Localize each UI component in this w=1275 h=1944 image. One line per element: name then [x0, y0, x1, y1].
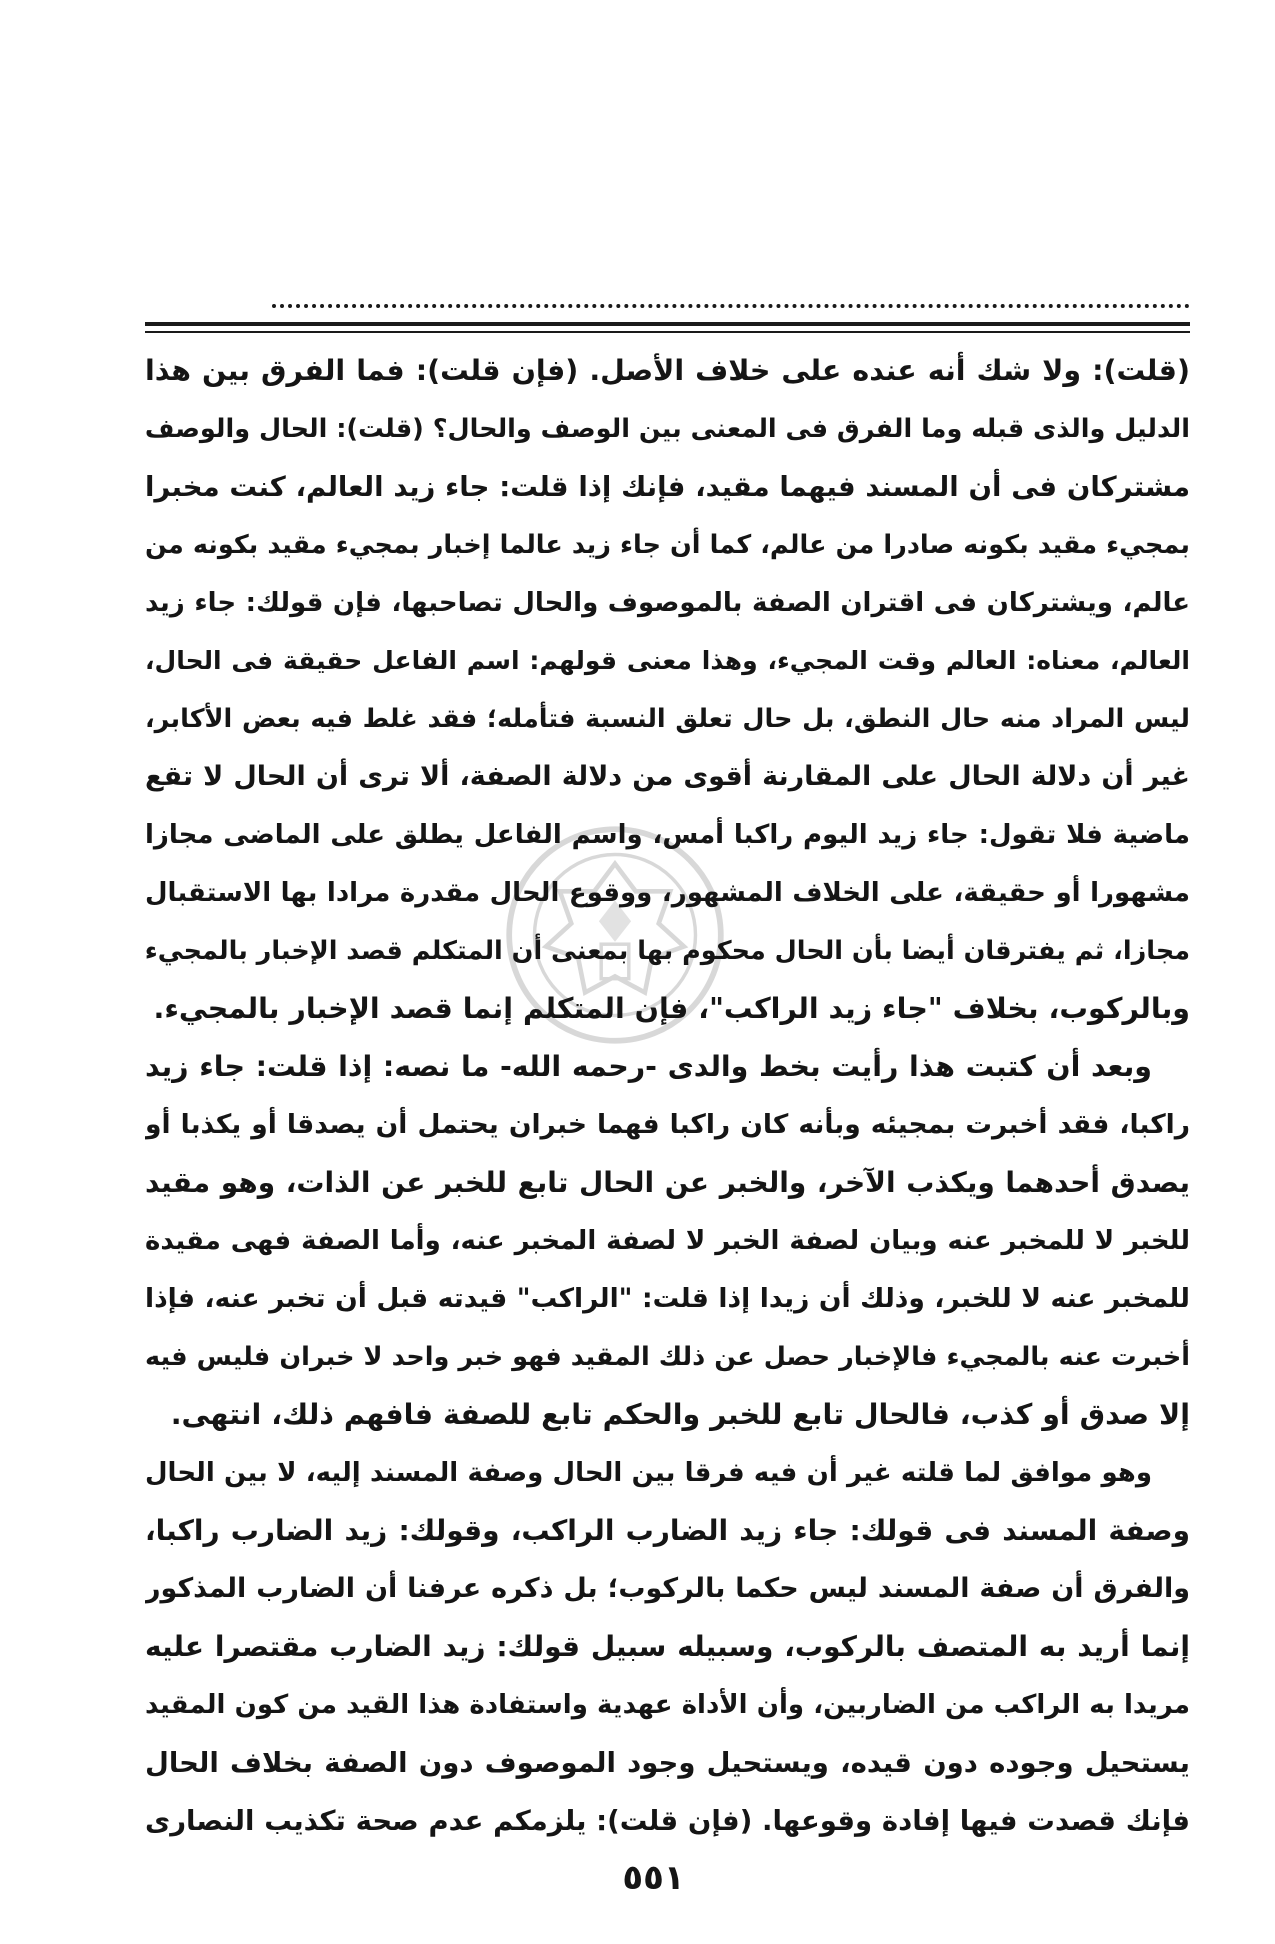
text-line: فإنك قصدت فيها إفادة وقوعها. (فإن قلت): يلزمكم عدم صحة تكذيب النصارى: [145, 1805, 1190, 1837]
page-number: ٥٥١: [622, 1858, 685, 1898]
header-dotted-rule: [272, 304, 1190, 308]
text-line: مشتركان فى أن المسند فيهما مقيد، فإنك إذا قلت: جاء زيد العالم، كنت مخبرا: [145, 471, 1190, 503]
text-line: ليس المراد منه حال النطق، بل حال تعلق النسبة فتأمله؛ فقد غلط فيه بعض الأكابر،: [145, 704, 1190, 734]
paragraph-1: [145, 342, 1190, 1038]
text-line: العالم، معناه: العالم وقت المجيء، وهذا معنى قولهم: اسم الفاعل حقيقة فى الحال،: [145, 646, 1190, 675]
paragraph-3: [145, 1444, 1190, 1850]
text-line: يصدق أحدهما ويكذب الآخر، والخبر عن الحال تابع للخبر عن الذات، وهو مقيد: [145, 1166, 1190, 1199]
body-text: [145, 342, 1190, 1850]
header-thick-rule: [145, 322, 1190, 326]
text-line: غير أن دلالة الحال على المقارنة أقوى من دلالة الصفة، ألا ترى أن الحال لا تقع: [145, 761, 1190, 792]
text-line: يستحيل وجوده دون قيده، ويستحيل وجود الموصوف دون الصفة بخلاف الحال: [145, 1747, 1190, 1779]
header-thin-rule: [145, 331, 1190, 333]
text-line: وصفة المسند فى قولك: جاء زيد الضارب الراكب، وقولك: زيد الضارب راكبا،: [145, 1514, 1190, 1547]
text-line: راكبا، فقد أخبرت بمجيئه وبأنه كان راكبا فهما خبران يحتمل أن يصدقا أو يكذبا أو: [145, 1109, 1190, 1140]
text-line: مجازا، ثم يفترقان أيضا بأن الحال محكوم بها بمعنى أن المتكلم قصد الإخبار بالمجيء: [145, 936, 1190, 966]
text-line: ماضية فلا تقول: جاء زيد اليوم راكبا أمس، واسم الفاعل يطلق على الماضى مجازا: [145, 820, 1190, 850]
text-line: بمجيء مقيد بكونه صادرا من عالم، كما أن جاء زيد عالما إخبار بمجيء مقيد بكونه من: [145, 530, 1190, 560]
text-line: مريدا به الراكب من الضاربين، وأن الأداة عهدية واستفادة هذا القيد من كون المقيد: [145, 1690, 1190, 1720]
text-line: إنما أريد به المتصف بالركوب، وسبيله سبيل قولك: زيد الضارب مقتصرا عليه: [145, 1630, 1190, 1663]
text-line: والفرق أن صفة المسند ليس حكما بالركوب؛ بل ذكره عرفنا أن الضارب المذكور: [145, 1573, 1190, 1604]
text-line: وهو موافق لما قلته غير أن فيه فرقا بين الحال وصفة المسند إليه، لا بين الحال: [145, 1458, 1152, 1488]
text-line: للمخبر عنه لا للخبر، وذلك أن زيدا إذا قلت: "الراكب" قيدته قبل أن تخبر عنه، فإذا: [145, 1283, 1190, 1314]
text-line: أخبرت عنه بالمجيء فالإخبار حصل عن ذلك المقيد فهو خبر واحد لا خبران فليس فيه: [145, 1342, 1190, 1372]
text-line: مشهورا أو حقيقة، على الخلاف المشهور، ووقوع الحال مقدرة مرادا بها الاستقبال: [145, 878, 1190, 908]
text-line: للخبر لا للمخبر عنه وبيان لصفة الخبر لا لصفة المخبر عنه، وأما الصفة فهى مقيدة: [145, 1226, 1190, 1256]
paragraph-2: [145, 1038, 1190, 1444]
text-line: وبالركوب، بخلاف "جاء زيد الراكب"، فإن المتكلم إنما قصد الإخبار بالمجيء.: [153, 992, 1190, 1025]
text-line: عالم، ويشتركان فى اقتران الصفة بالموصوف والحال تصاحبها، فإن قولك: جاء زيد: [145, 588, 1190, 618]
text-line: وبعد أن كتبت هذا رأيت بخط والدى -رحمه الله- ما نصه: إذا قلت: جاء زيد: [145, 1050, 1152, 1083]
text-line: الدليل والذى قبله وما الفرق فى المعنى بين الوصف والحال؟ (قلت): الحال والوصف: [145, 414, 1190, 444]
text-line: (قلت): ولا شك أنه عنده على خلاف الأصل. (فإن قلت): فما الفرق بين هذا: [145, 354, 1190, 387]
text-line: إلا صدق أو كذب، فالحال تابع للخبر والحكم تابع للصفة فافهم ذلك، انتهى.: [170, 1398, 1190, 1431]
